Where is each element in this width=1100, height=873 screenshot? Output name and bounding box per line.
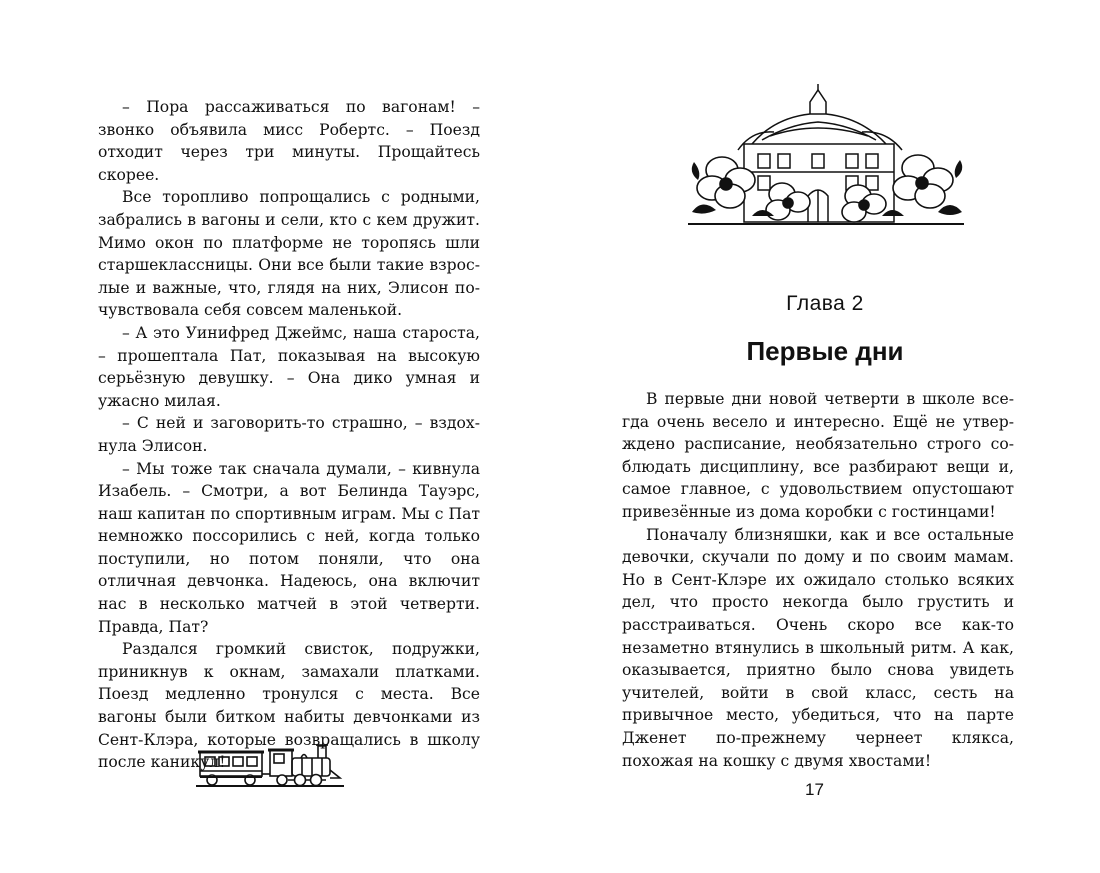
paragraph: – С ней и заговорить-то страшно, – вздохнула Элисон.: [98, 414, 480, 455]
school-building-illustration: [682, 84, 970, 230]
right-page-text: [622, 388, 1014, 772]
paragraph: Все торопливо попрощались с родными, забрались в вагоны и сели, кто с кем дружит. Мимо окон по платформе не торопясь шли старшеклассницы. Они все были такие взрослые и важные, что, глядя на них, Элисон почувствовала себя совсем маленькой.: [98, 188, 480, 320]
page-number: 17: [805, 780, 824, 799]
chapter-title: Первые дни: [746, 336, 904, 366]
chapter-label: Глава 2: [786, 292, 864, 315]
paragraph: Раздался громкий свисток, подружки, приникнув к окнам, замахали платками. Поезд медленно тронулся с места. Все вагоны были битком набиты девчонками из Сент-Клэра, которые возвращались в школу после каникул!: [98, 640, 480, 772]
steam-train-illustration: [196, 740, 344, 790]
left-page-text: [98, 96, 480, 774]
paragraph: В первые дни новой четверти в школе всегда очень весело и интересно. Ещё не утверждено расписание, необязательно строго соблюдать дисциплину, все разбирают вещи и, самое главное, с удовольствием опустошают привезённые из дома коробки с гостинцами!: [622, 390, 1014, 521]
paragraph: – Пора рассаживаться по вагонам! – звонко объявила мисс Робертс. – Поезд отходит через три минуты. Прощайтесь скорее.: [98, 98, 480, 184]
paragraph: – Мы тоже так сначала думали, – кивнула Изабель. – Смотри, а вот Белинда Тауэрс, наш капитан по спортивным играм. Мы с Пат немножко поссорились с ней, когда только поступили, но потом поняли, что она отличная девчонка. Надеюсь, она включит нас в несколько матчей в этой четверти. Правда, Пат?: [98, 459, 480, 636]
paragraph: – А это Уинифред Джеймс, наша староста, – прошептала Пат, показывая на высокую серьёзную девушку. – Она дико умная и ужасно милая.: [98, 323, 480, 410]
paragraph: Поначалу близняшки, как и все остальные девочки, скучали по дому и по своим мамам. Но в Сент-Клэре их ожидало столько всяких дел, что просто некогда было грустить и расстраиваться. Очень скоро все как-то незаметно втянулись в школьный ритм. А как, оказывается, приятно было снова увидеть учителей, войти в свой класс, сесть на привычное место, убедиться, что на парте Дженет по-прежнему чернеет клякса, похожая на кошку с двумя хвостами!: [622, 525, 1014, 770]
